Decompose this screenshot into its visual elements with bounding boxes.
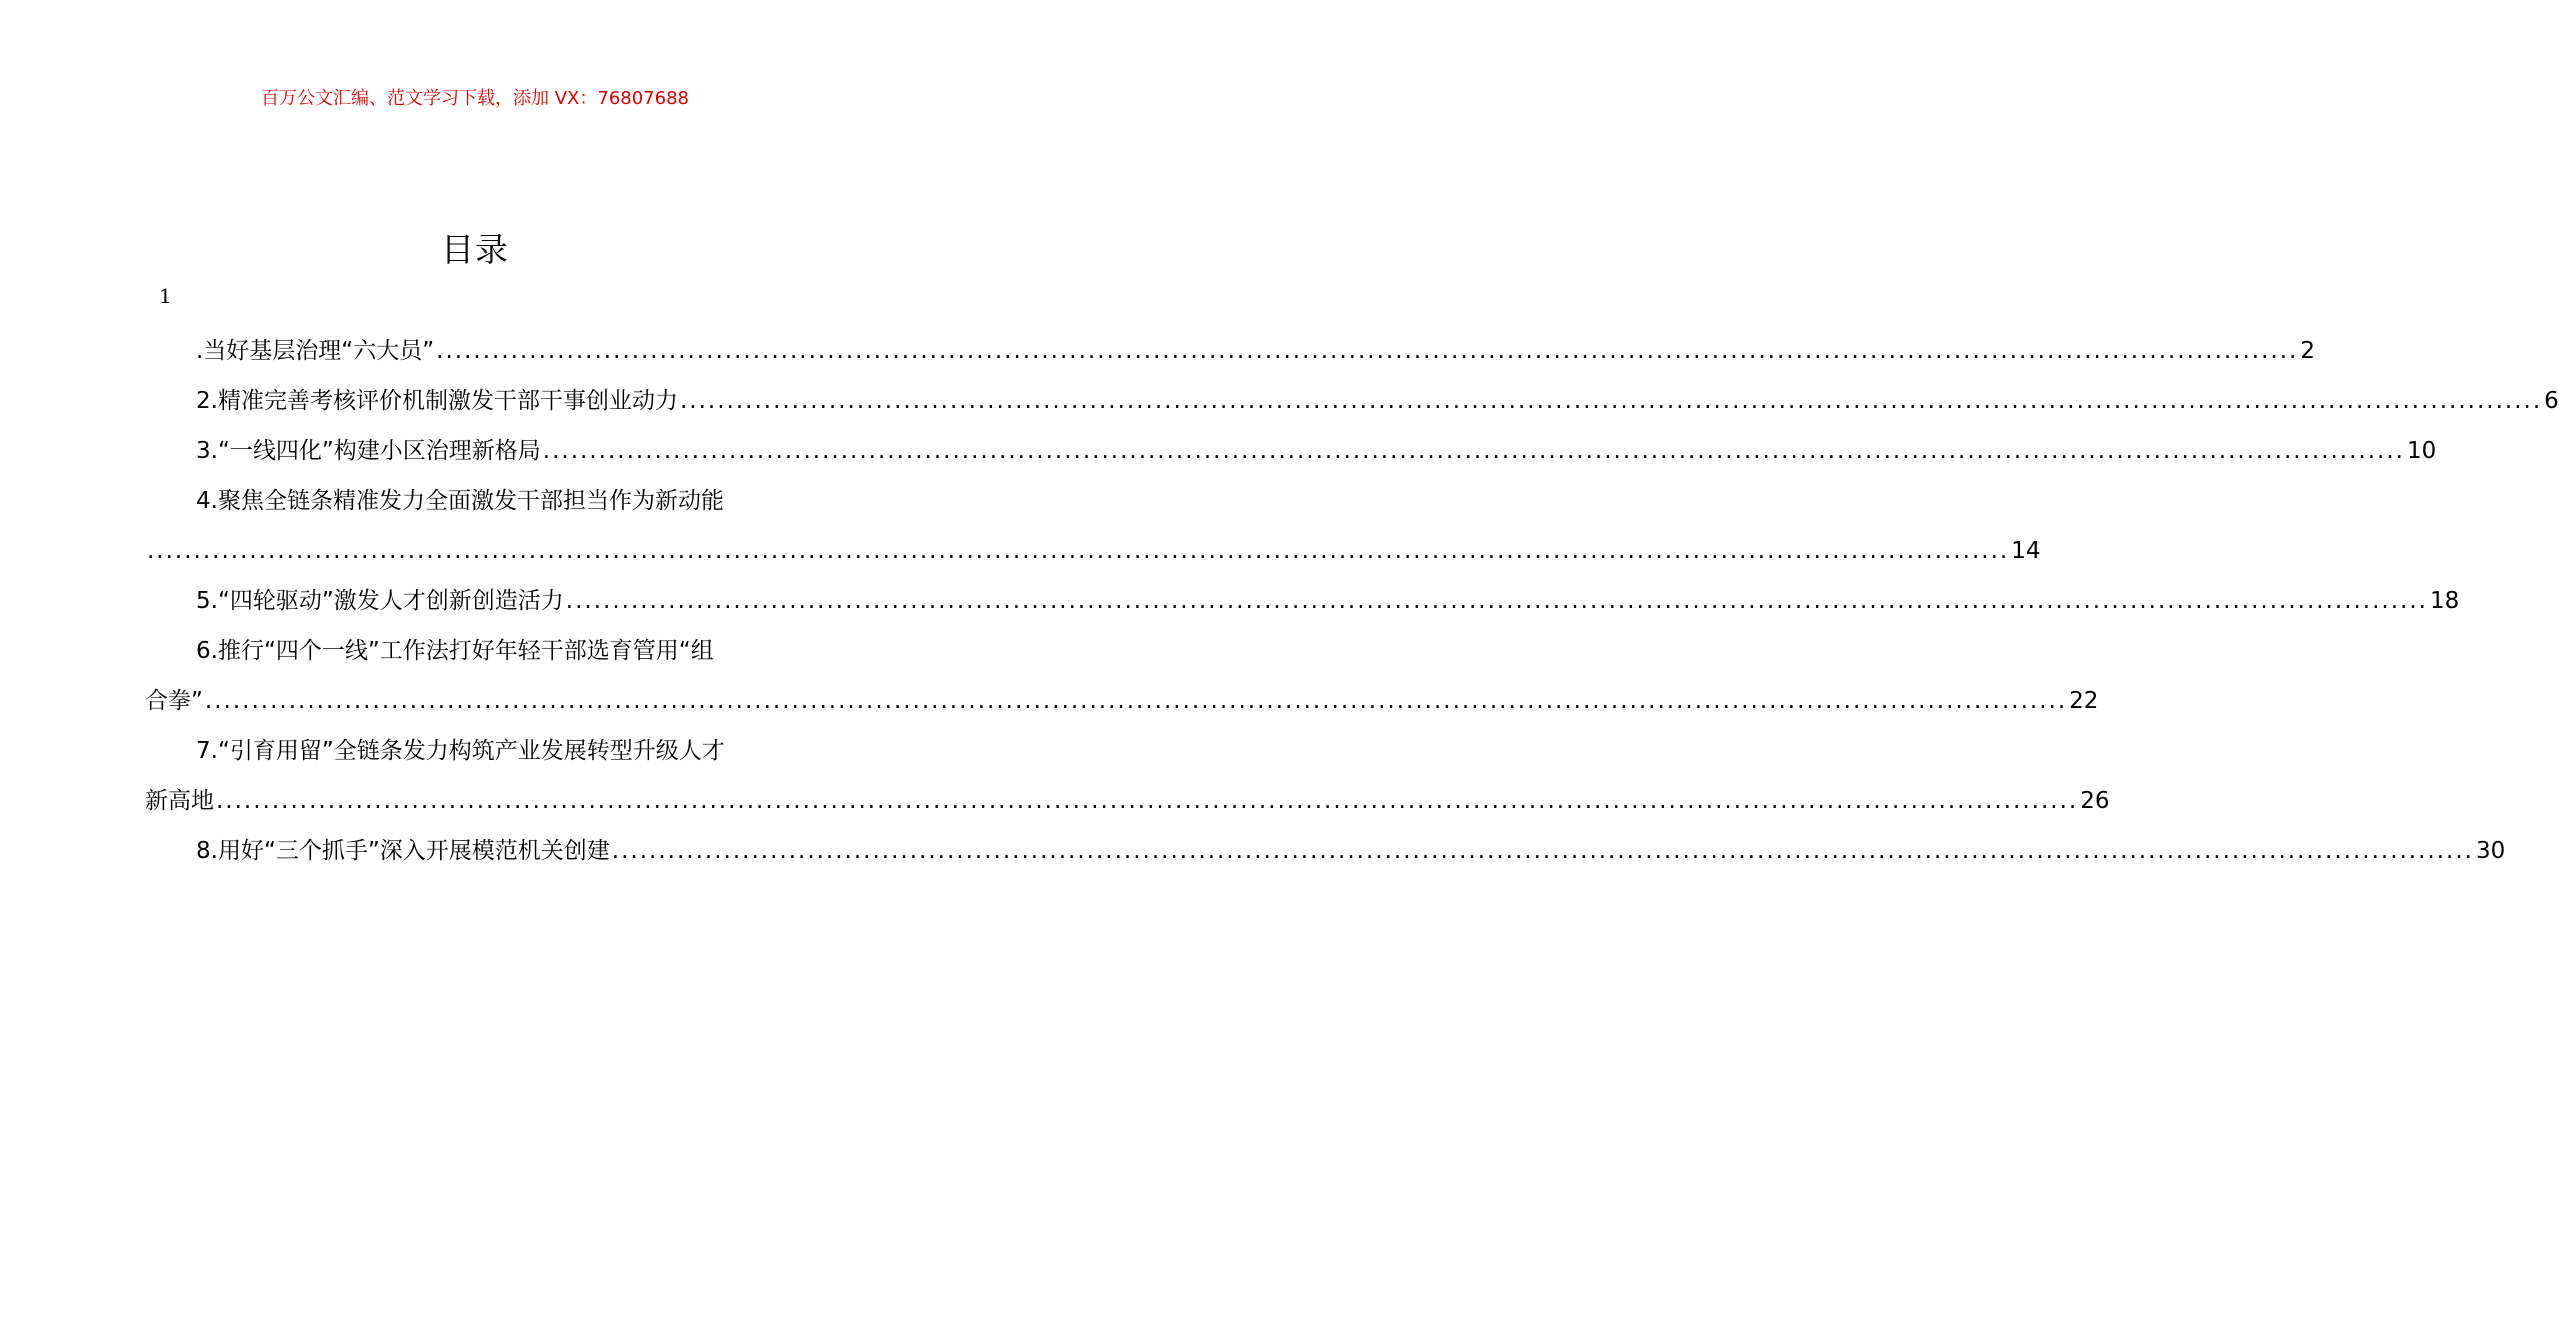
toc-entry-text-cont: 合拳” xyxy=(145,688,203,714)
table-of-contents xyxy=(145,326,2559,876)
toc-entry-4[interactable] xyxy=(145,476,2041,576)
dot-leader: ........................................................................................................................................................................................................ xyxy=(542,438,2405,464)
toc-entry-text: .当好基层治理“六大员” xyxy=(196,338,435,364)
toc-entry-8[interactable] xyxy=(145,826,2506,876)
dot-leader: ........................................................................................................................................................................................................ xyxy=(204,688,2068,714)
toc-page-number: 26 xyxy=(2080,788,2110,814)
toc-entry-5[interactable] xyxy=(145,576,2460,626)
toc-page-number: 14 xyxy=(2011,538,2041,564)
page-title: 目录 xyxy=(441,230,509,269)
toc-page-number: 22 xyxy=(2069,688,2099,714)
toc-entry-3[interactable] xyxy=(145,426,2437,476)
toc-entry-2[interactable] xyxy=(145,376,2559,426)
dot-leader: ........................................................................................................................................................................................................ xyxy=(679,388,2543,414)
toc-entry-text: 3.“一线四化”构建小区治理新格局 xyxy=(196,438,541,464)
toc-entry-text: 6.推行“四个一线”工作法打好年轻干部选育管用“组 xyxy=(196,638,714,664)
toc-entry-text: 4.聚焦全链条精准发力全面激发干部担当作为新动能 xyxy=(196,488,724,514)
dot-leader: ........................................................................................................................................................................................................ xyxy=(436,338,2299,364)
toc-entry-6[interactable] xyxy=(145,626,2099,726)
toc-page-number: 10 xyxy=(2407,438,2437,464)
dot-leader: ........................................................................................................................................................................................................ xyxy=(216,788,2079,814)
toc-page-number: 2 xyxy=(2300,338,2316,364)
toc-page-number: 6 xyxy=(2544,388,2559,414)
toc-entry-7[interactable] xyxy=(145,726,2110,826)
toc-page-number: 30 xyxy=(2476,838,2506,864)
toc-entry-1[interactable] xyxy=(145,326,2316,376)
toc-entry-text: 5.“四轮驱动”激发人才创新创造活力 xyxy=(196,588,564,614)
section-marker: 1 xyxy=(159,284,172,308)
watermark-header: 百万公文汇编、范文学习下载，添加 VX：76807688 xyxy=(261,88,689,109)
toc-page-number: 18 xyxy=(2430,588,2460,614)
dot-leader: ........................................................................................................................................................................................................ xyxy=(147,538,2010,564)
dot-leader: ........................................................................................................................................................................................................ xyxy=(611,838,2474,864)
toc-entry-text: 2.精准完善考核评价机制激发干部干事创业动力 xyxy=(196,388,678,414)
toc-entry-text: 7.“引育用留”全链条发力构筑产业发展转型升级人才 xyxy=(196,738,725,764)
toc-entry-text-cont: 新高地 xyxy=(145,788,214,814)
dot-leader: ........................................................................................................................................................................................................ xyxy=(565,588,2428,614)
toc-entry-text: 8.用好“三个抓手”深入开展模范机关创建 xyxy=(196,838,610,864)
